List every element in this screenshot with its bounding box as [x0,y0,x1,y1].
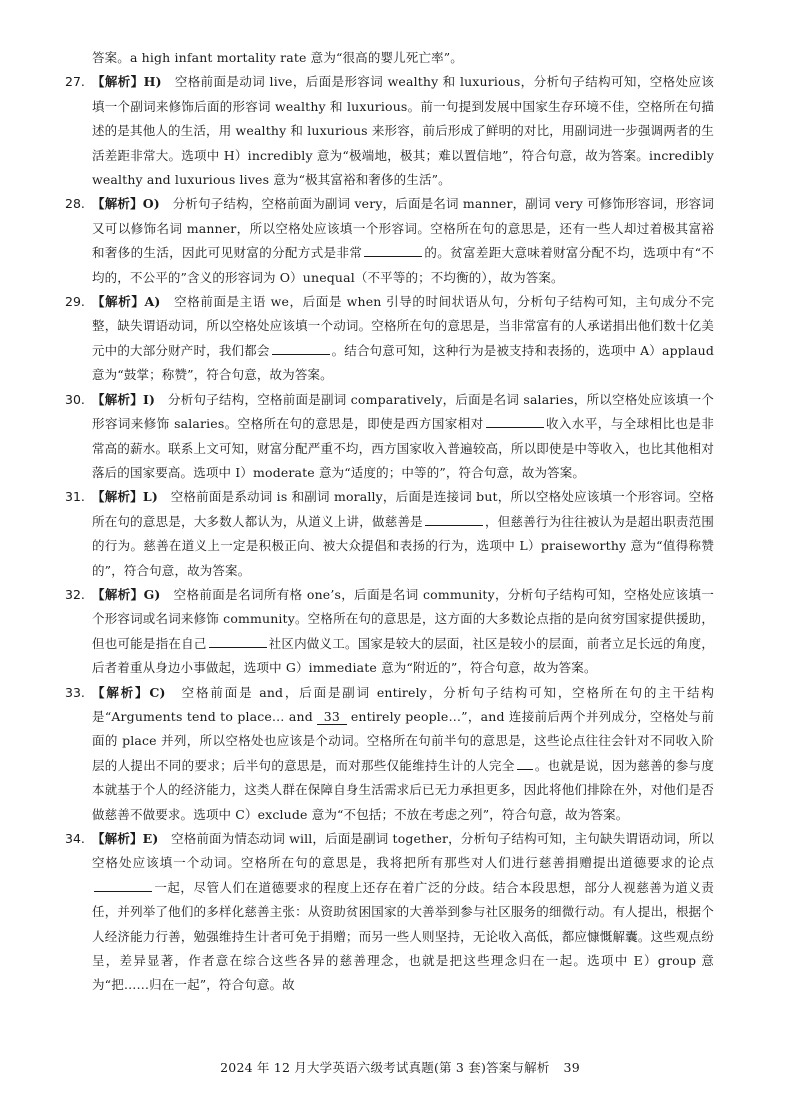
explanation-text: 。也就是说，因为慈善的参与度本就基于个人的经济能力，这类人群在保障自身生活需求后已无力承担更多，因此将他们排除在外，对他们是否做慈善不做要求。选项中 C）exclude 意为“不包括；不放在考虑之列”，符合句意，故为答案。 [92,757,715,822]
analysis-tag: 【解析】 [92,586,144,602]
explanation-33 [65,681,715,827]
answer-letter: E) [142,831,159,846]
explanation-text: 的。贫富差距大意味着财富分配不均，选项中有“不均的，不公平的”含义的形容词为 O）unequal（不平等的；不均衡的），故为答案。 [92,245,714,285]
answer-blank [425,513,483,526]
analysis-tag: 【解析】 [92,294,145,310]
explanation-34 [65,827,714,998]
answer-blank [272,342,330,355]
explanation-28 [65,192,714,290]
explanation-29 [65,290,714,388]
explanation-text: 收入水平，与全球相比也是非常高的薪水。联系上文可知，财富分配严重不均，西方国家收入普遍较高，所以即使是中等收入，也比其他相对落后的国家要高。选项中 I）moderate 意为“适度的；中等的”，符合句意，故为答案。 [92,416,714,480]
explanation-text: ，但慈善行为往往被认为是超出职责范围的行为。慈善在道义上一定是积极正向、被大众提倡和表扬的行为，选项中 L）praiseworthy 意为“值得称赞的”，符合句意，故为答案。 [92,513,714,578]
answer-letter: G) [143,586,161,602]
answer-letter: L) [142,489,158,505]
explanation-text: 空格前面是 and，后面是副词 entirely，分析句子结构可知，空格所在句的主干结构是“Arguments tend to place… and [92,684,714,724]
answer-letter: O) [142,196,160,212]
item-number: 27. [65,74,85,90]
page-number: 39 [563,1060,580,1075]
explanation-text: 空格前面是系动词 is 和副词 morally，后面是连接词 but，所以空格处应该填一个形容词。空格所在句的意思是，大多数人都认为，从道义上讲，做慈善是 [92,489,714,529]
item-number: 34. [65,831,85,846]
explanation-27 [65,70,714,192]
analysis-tag: 【解析】 [92,196,143,212]
explanation-31 [65,485,714,583]
explanation-text: 空格前面是主语 we，后面是 when 引导的时间状语从句，分析句子结构可知，主句成分不完整，缺失谓语动词，所以空格处应该填一个动词。空格所在句的意思是，当非常富有的人承诺捐出他们数十亿美元中的大部分财产时，我们都会 [92,294,714,358]
item-number: 33. [65,684,85,700]
explanation-30 [65,388,715,486]
answer-letter: H) [143,74,162,90]
answer-letter: C) [149,684,166,700]
explanation-text: 分析句子结构，空格前面是副词 comparatively，后面是名词 salaries，所以空格处应该填一个形容词来修饰 salaries。空格所在句的意思是，即使是西方国家相对 [92,391,715,432]
explanation-text: 一起，尽管人们在道德要求的程度上还存在着广泛的分歧。结合本段思想，部分人视慈善为道义责任，并列举了他们的多样化慈善主张：从资助贫困国家的大善举到参与社区服务的细微行动。有人提出，根据个人经济能力行善，勉强维持生计者可免于捐赠；而另一些人则坚持，无论收入高低，都应慷慨解囊。这些观点纷呈，差异显著，作者意在综合这些各异的慈善理念，也就是把这些理念归在一起。选项中 E）group 意为“把……归在一起”，符合句意。故 [92,879,714,993]
analysis-tag: 【解析】 [92,489,143,505]
analysis-tag: 【解析】 [92,831,143,846]
answer-explanations [65,46,715,998]
item-number: 31. [65,489,85,505]
intro-paragraph: 答案。a high infant mortality rate 意为“很高的婴儿死亡率”。 [92,50,463,65]
explanation-32 [65,583,714,681]
footer-title: 2024 年 12 月大学英语六级考试真题(第 3 套)答案与解析 [220,1060,550,1075]
explanation-text: 分析句子结构，空格前面为副词 very，后面是名词 manner，副词 very 可修饰形容词，形容词又可以修饰名词 manner，所以空格处应该填一个形容词。空格所在句的意思是，还有一些人却过着极其富裕和奢侈的生活，因此可见财富的分配方式是非常 [92,196,714,261]
answer-letter: I) [143,391,156,407]
analysis-tag: 【解析】 [92,684,150,700]
answer-letter: A) [144,294,161,310]
answer-blank [209,635,267,648]
answer-blank [517,757,533,770]
item-number: 30. [65,391,85,407]
page-footer [0,1058,800,1076]
item-number: 28. [65,196,85,212]
explanation-text: 空格前面是动词 live，后面是形容词 wealthy 和 luxurious，分析句子结构可知，空格处应该填一个副词来修饰后面的形容词 wealthy 和 luxurious。前一句提到发展中国家生存环境不佳，空格所在句描述的是其他人的生活，用 wealthy 和 luxurious 来形容，前后形成了鲜明的对比，用副词进一步强调两者的生活差距非常大。选项中 H）incredibly 意为“极端地，极其；难以置信地”，符合句意，故为答案。incredibly wealthy and luxurious lives 意为“极其富裕和奢侈的生活”。 [92,74,714,188]
answer-blank [486,415,544,428]
analysis-tag: 【解析】 [92,74,144,90]
answer-blank [364,244,422,257]
item-number: 29. [65,294,85,310]
item-number: 32. [65,586,85,602]
explanation-text: entirely people…”，and 连接前后两个并列成分，空格处与前面的 place 并列，所以空格处也应该是个动词。空格所在句前半句的意思是，这些论点往往会针对不同收入阶层的人提出不同的要求；后半句的意思是，而对那些仅能维持生计的人完全 [92,708,714,773]
explanation-text: 空格前面是名词所有格 one’s，后面是名词 community，分析句子结构可知，空格处应该填一个形容词或名词来修饰 community。空格所在句的意思是，这方面的大多数论点指的是向贫穷国家提供援助，但也可能是指在自己 [92,586,714,651]
explanation-text: 社区内做义工。国家是较大的层面，社区是较小的层面，前者立足长远的角度，后者着重从身边小事做起，选项中 G）immediate 意为“附近的”，符合句意，故为答案。 [92,635,714,676]
answer-blank [94,879,152,892]
analysis-tag: 【解析】 [92,391,144,407]
explanation-text: 空格前面为情态动词 will，后面是副词 together，分析句子结构可知，主句缺失谓语动词，所以空格处应该填一个动词。空格所在句的意思是，我将把所有那些对人们进行慈善捐赠提出道德要求的论点 [92,831,714,871]
numbered-blank: 33 [317,710,347,725]
explanation-text: 。结合句意可知，这种行为是被支持和表扬的，选项中 A）applaud 意为“鼓掌；称赞”，符合句意，故为答案。 [92,342,714,383]
